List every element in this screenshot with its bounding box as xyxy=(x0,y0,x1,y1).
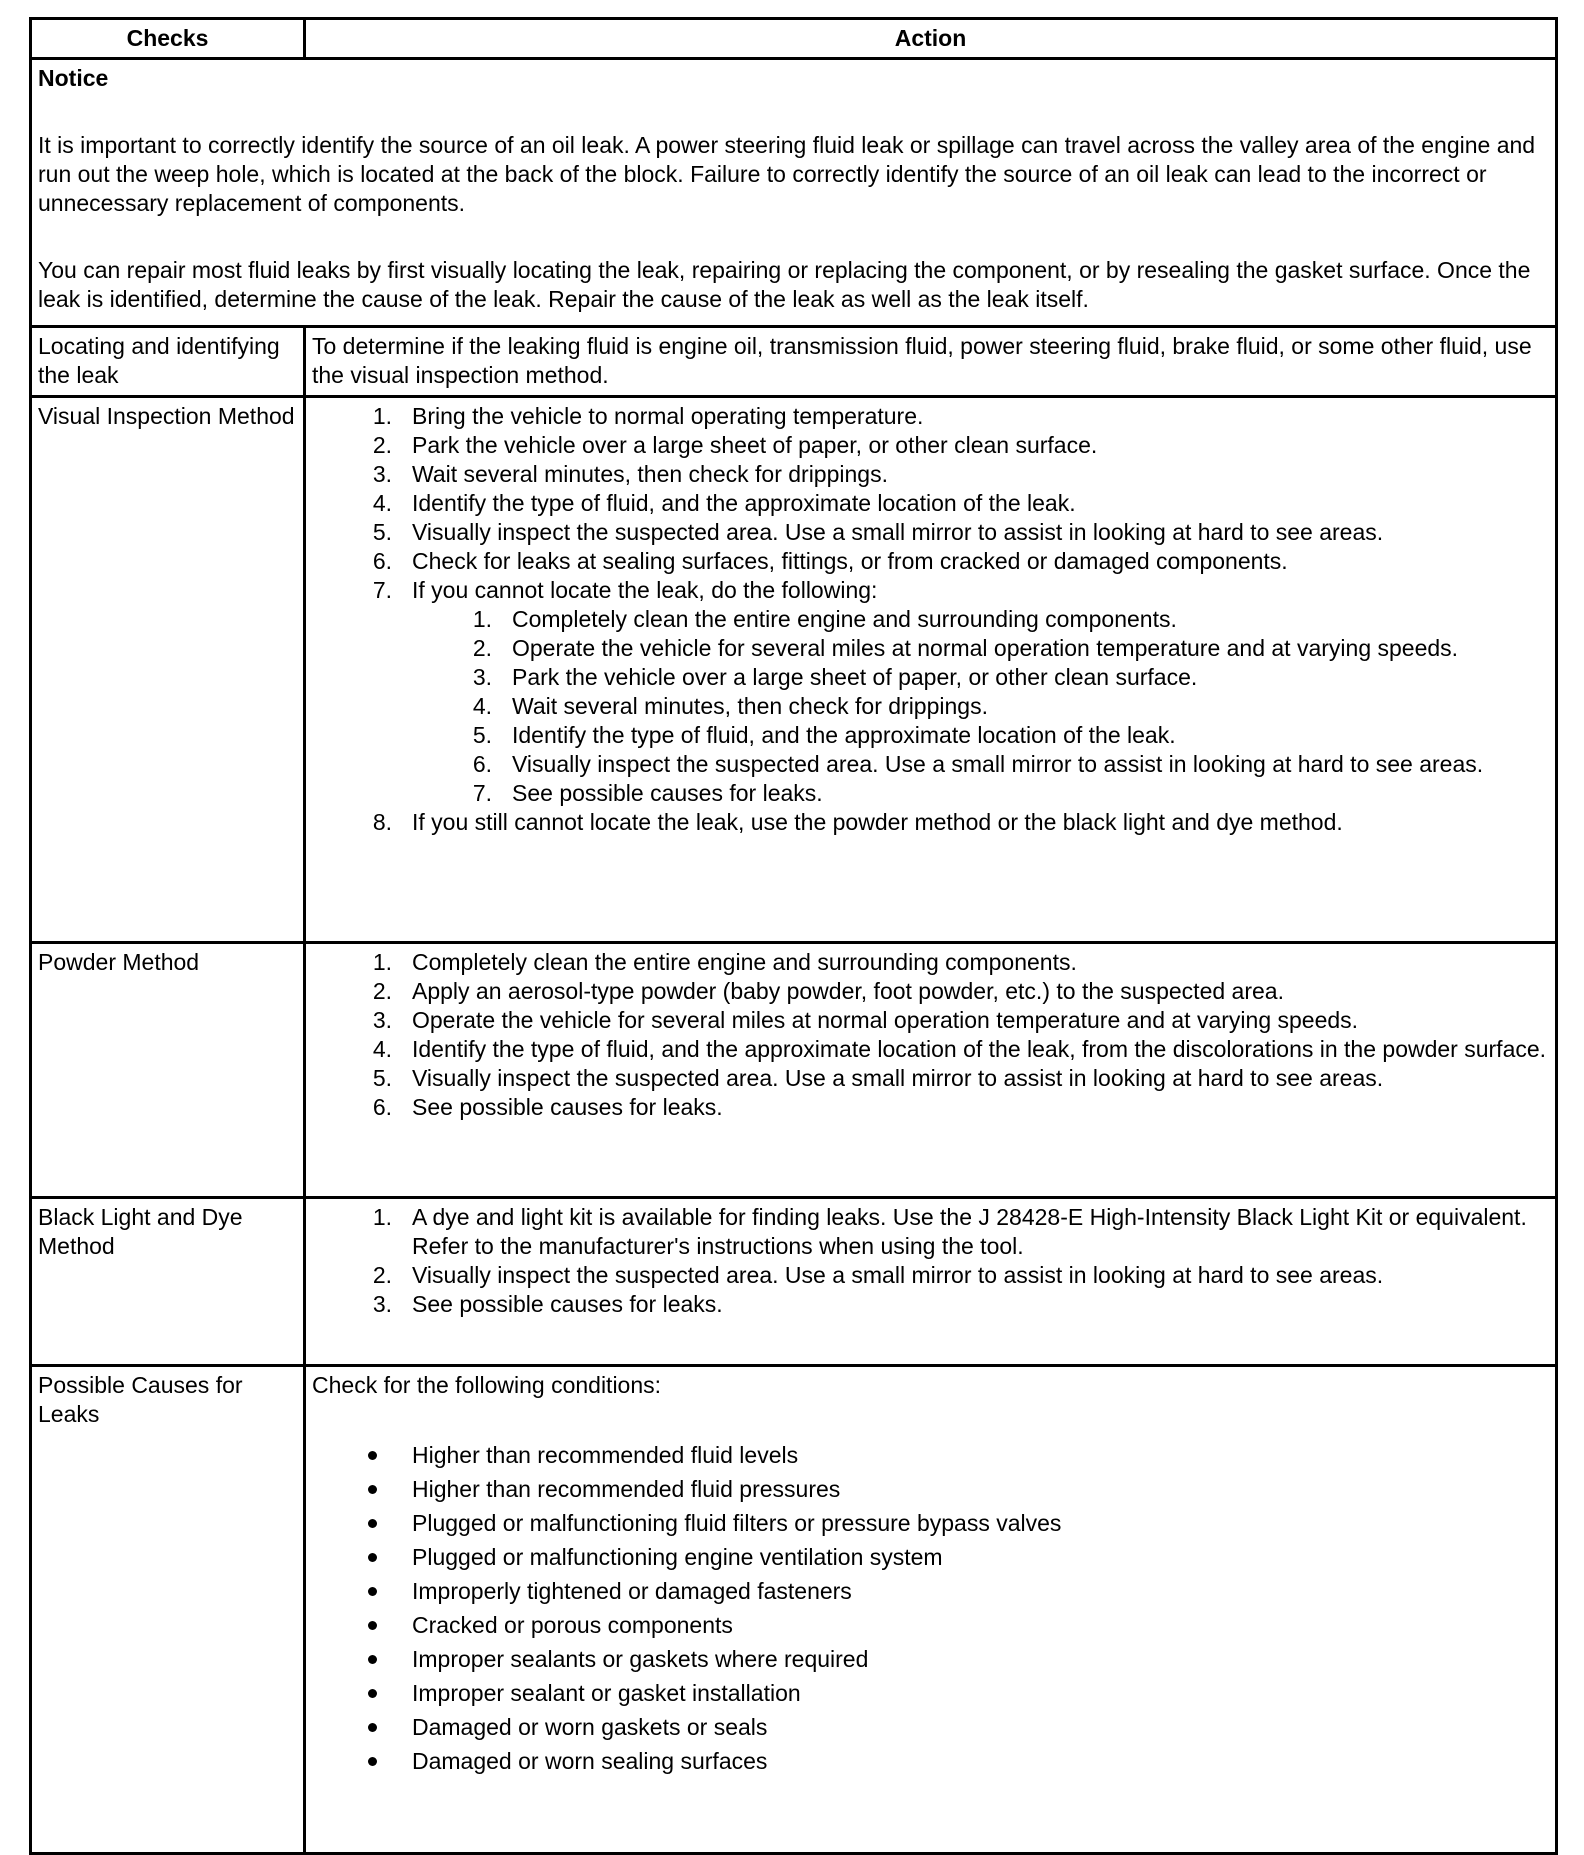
table-row xyxy=(31,327,1557,397)
action-possible-causes xyxy=(305,1366,1557,1854)
list-item xyxy=(312,1035,1549,1064)
step-number: 3. xyxy=(372,1291,392,1317)
notice-paragraph-2: You can repair most fluid leaks by first visually locating the leak, repairing or replacing the component, or by resealing the gasket surface. Once the leak is identified, determine the cause of the leak. Repair the cause of the leak as well as the leak itself. xyxy=(38,257,1531,312)
action-header: Action xyxy=(305,19,1557,59)
table-row xyxy=(31,1198,1557,1366)
list-item xyxy=(312,808,1549,837)
list-item xyxy=(312,977,1549,1006)
list-item xyxy=(412,721,1549,750)
step-number: 6. xyxy=(372,548,392,574)
list-item xyxy=(312,402,1549,431)
step-number: 6. xyxy=(372,1094,392,1120)
list-item: Improper sealant or gasket installation xyxy=(312,1676,1549,1710)
step-number: 2. xyxy=(372,978,392,1004)
step-number: 1. xyxy=(372,949,392,975)
list-item xyxy=(312,1261,1549,1290)
list-item: Damaged or worn sealing surfaces xyxy=(312,1744,1549,1778)
causes-list xyxy=(312,1438,1549,1778)
step-text: Visually inspect the suspected area. Use a small mirror to assist in looking at hard to see areas. xyxy=(412,1262,1384,1288)
table-header-row xyxy=(31,19,1557,59)
list-item xyxy=(312,1290,1549,1319)
step-text: Completely clean the entire engine and surrounding components. xyxy=(412,949,1077,975)
step-number: 3. xyxy=(472,664,492,690)
step-number: 2. xyxy=(472,635,492,661)
notice-row xyxy=(31,59,1557,327)
step-number: 8. xyxy=(372,809,392,835)
checks-header: Checks xyxy=(31,19,305,59)
step-text: Identify the type of fluid, and the approximate location of the leak, from the discolorations in the powder surface. xyxy=(412,1036,1547,1062)
action-black-light-dye xyxy=(305,1198,1557,1366)
step-text: Park the vehicle over a large sheet of paper, or other clean surface. xyxy=(512,664,1198,690)
list-item xyxy=(312,489,1549,518)
action-visual-inspection xyxy=(305,397,1557,943)
list-item xyxy=(312,1203,1549,1261)
step-number: 4. xyxy=(472,693,492,719)
check-black-light-dye: Black Light and Dye Method xyxy=(31,1198,305,1366)
step-text: Apply an aerosol-type powder (baby powder, foot powder, etc.) to the suspected area. xyxy=(412,978,1284,1004)
step-number: 5. xyxy=(372,1065,392,1091)
causes-intro: Check for the following conditions: xyxy=(312,1372,662,1398)
action-powder xyxy=(305,943,1557,1198)
step-text: Completely clean the entire engine and surrounding components. xyxy=(512,606,1177,632)
list-item xyxy=(312,460,1549,489)
list-item xyxy=(312,948,1549,977)
step-text: If you still cannot locate the leak, use the powder method or the black light and dye method. xyxy=(412,809,1343,835)
table-row xyxy=(31,397,1557,943)
step-text: Visually inspect the suspected area. Use a small mirror to assist in looking at hard to see areas. xyxy=(412,1065,1384,1091)
list-item xyxy=(312,1064,1549,1093)
step-text: Operate the vehicle for several miles at normal operation temperature and at varying speeds. xyxy=(512,635,1459,661)
table-row xyxy=(31,943,1557,1198)
step-number: 2. xyxy=(372,1262,392,1288)
step-text: Visually inspect the suspected area. Use a small mirror to assist in looking at hard to see areas. xyxy=(412,519,1384,545)
powder-steps-list xyxy=(312,948,1549,1122)
list-item: Higher than recommended fluid levels xyxy=(312,1438,1549,1472)
step-number: 3. xyxy=(372,461,392,487)
step-number: 1. xyxy=(472,606,492,632)
list-item xyxy=(412,692,1549,721)
list-item xyxy=(412,779,1549,808)
step-text: Visually inspect the suspected area. Use a small mirror to assist in looking at hard to see areas. xyxy=(512,751,1484,777)
step-number: 6. xyxy=(472,751,492,777)
check-visual-inspection: Visual Inspection Method xyxy=(31,397,305,943)
dye-steps-list xyxy=(312,1203,1549,1319)
list-item: Plugged or malfunctioning engine ventilation system xyxy=(312,1540,1549,1574)
step-text: Operate the vehicle for several miles at normal operation temperature and at varying speeds. xyxy=(412,1007,1359,1033)
action-locating: To determine if the leaking fluid is engine oil, transmission fluid, power steering fluid, brake fluid, or some other fluid, use the visual inspection method. xyxy=(305,327,1557,397)
check-powder: Powder Method xyxy=(31,943,305,1198)
step-number: 1. xyxy=(372,1204,392,1230)
notice-paragraph-1: It is important to correctly identify the source of an oil leak. A power steering fluid leak or spillage can travel across the valley area of the engine and run out the weep hole, which is located at the back of the block. Failure to correctly identify the source of an oil leak can lead to the incorrect or unnecessary replacement of components. xyxy=(38,132,1536,216)
list-item: Improperly tightened or damaged fasteners xyxy=(312,1574,1549,1608)
list-item xyxy=(312,576,1549,808)
table-row xyxy=(31,1366,1557,1854)
step-text: Bring the vehicle to normal operating temperature. xyxy=(412,403,924,429)
step-number: 4. xyxy=(372,1036,392,1062)
visual-substeps-list xyxy=(412,605,1549,808)
step-text: Wait several minutes, then check for drippings. xyxy=(512,693,988,719)
list-item: Damaged or worn gaskets or seals xyxy=(312,1710,1549,1744)
step-number: 7. xyxy=(372,577,392,603)
step-text: A dye and light kit is available for finding leaks. Use the J 28428-E High-Intensity Black Light Kit or equivalent. Refer to the manufacturer's instructions when using the tool. xyxy=(412,1204,1527,1259)
step-text: Check for leaks at sealing surfaces, fittings, or from cracked or damaged components. xyxy=(412,548,1288,574)
list-item: Higher than recommended fluid pressures xyxy=(312,1472,1549,1506)
notice-cell xyxy=(31,59,1557,327)
list-item xyxy=(312,431,1549,460)
step-text: See possible causes for leaks. xyxy=(412,1094,723,1120)
list-item xyxy=(412,750,1549,779)
step-text: See possible causes for leaks. xyxy=(412,1291,723,1317)
step-text: If you cannot locate the leak, do the following: xyxy=(412,577,878,603)
list-item xyxy=(412,663,1549,692)
list-item xyxy=(312,1006,1549,1035)
list-item xyxy=(312,547,1549,576)
list-item xyxy=(412,634,1549,663)
step-number: 5. xyxy=(472,722,492,748)
step-number: 5. xyxy=(372,519,392,545)
step-text: Wait several minutes, then check for drippings. xyxy=(412,461,888,487)
step-number: 4. xyxy=(372,490,392,516)
check-locating: Locating and identifying the leak xyxy=(31,327,305,397)
list-item: Plugged or malfunctioning fluid filters or pressure bypass valves xyxy=(312,1506,1549,1540)
check-possible-causes: Possible Causes for Leaks xyxy=(31,1366,305,1854)
leak-diagnosis-table xyxy=(29,17,1558,1855)
step-number: 3. xyxy=(372,1007,392,1033)
list-item: Cracked or porous components xyxy=(312,1608,1549,1642)
step-text: Park the vehicle over a large sheet of paper, or other clean surface. xyxy=(412,432,1098,458)
step-number: 7. xyxy=(472,780,492,806)
step-number: 1. xyxy=(372,403,392,429)
list-item xyxy=(312,1093,1549,1122)
step-number: 2. xyxy=(372,432,392,458)
step-text: Identify the type of fluid, and the approximate location of the leak. xyxy=(412,490,1076,516)
step-text: See possible causes for leaks. xyxy=(512,780,823,806)
notice-title: Notice xyxy=(38,65,109,91)
list-item: Improper sealants or gaskets where required xyxy=(312,1642,1549,1676)
visual-steps-list xyxy=(312,402,1549,837)
list-item xyxy=(412,605,1549,634)
step-text: Identify the type of fluid, and the approximate location of the leak. xyxy=(512,722,1176,748)
list-item xyxy=(312,518,1549,547)
